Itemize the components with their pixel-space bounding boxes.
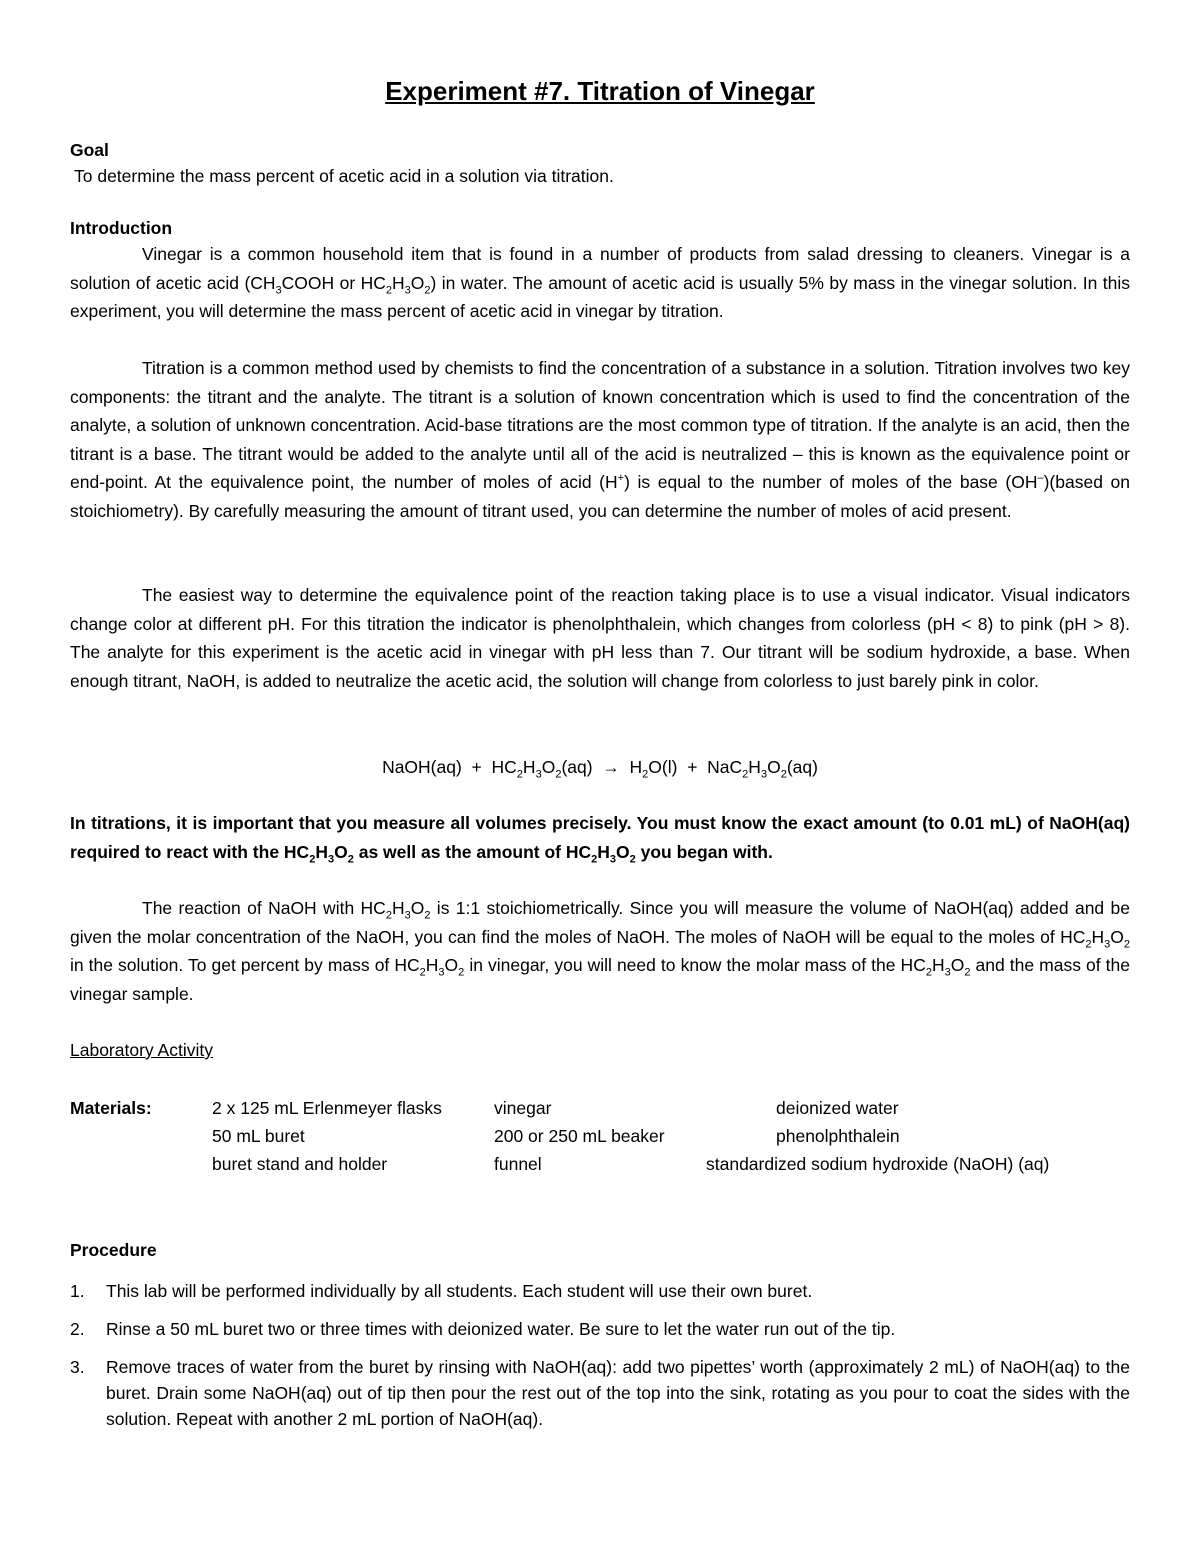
intro-paragraph-4: The reaction of NaOH with $HC_2H_3O_2$ is 1:1 stoichiometrically. Since you will measure the volume of NaOH(aq) added and be given the molar concentration of the NaOH, you can find the moles of NaOH. The moles of NaOH will be equal to the moles of $HC_2H_3O_2$ in the solution. To get percent by mass of $HC_2H_3O_2$ in vinegar, you will need to know the molar mass of the $HC_2H_3O_2$ and the mass of the vinegar sample. [70, 898, 1130, 1004]
material-item: buret stand and holder [212, 1154, 388, 1174]
material-item: 2 x 125 mL Erlenmeyer flasks [212, 1098, 442, 1118]
intro-paragraph-3: The easiest way to determine the equivalence point of the reaction taking place is to use a visual indicator. Visual indicators change color at different pH. For this titration the indicator is phenolphthalein, which changes from colorless (pH < 8) to pink (pH > 8). The analyte for this experiment is the acetic acid in vinegar with pH less than 7. Our titrant will be sodium hydroxide, a base. When enough titrant, NaOH, is added to neutralize the acetic acid, the solution will change from colorless to just barely pink in color. [70, 585, 1130, 691]
material-item: vinegar [494, 1098, 552, 1118]
material-item: deionized water [776, 1098, 899, 1118]
procedure-list [70, 1278, 1130, 1432]
arrow-icon: → [602, 757, 620, 777]
goal-text: To determine the mass percent of acetic acid in a solution via titration. [74, 166, 614, 186]
procedure-step: 3. Remove traces of water from the buret by rinsing with NaOH(aq): add two pipettes’ worth (approximately 2 mL) of NaOH(aq) to the buret. Drain some NaOH(aq) out of tip then pour the rest out of the top into the sink, rotating as you pour to coat the sides with the solution. Repeat with another 2 mL portion of NaOH(aq). [70, 1357, 1130, 1429]
procedure-step: 1. This lab will be performed individually by all students. Each student will use their own buret. [70, 1281, 813, 1301]
material-item: phenolphthalein [776, 1126, 900, 1146]
intro-paragraph-2: Titration is a common method used by chemists to find the concentration of a substance in a solution. Titration involves two key components: the titrant and the analyte. The titrant is a solution of known concentration which is used to find the concentration of the analyte, a solution of unknown concentration. Acid-base titrations are the most common type of titration. If the analyte is an acid, then the titrant is a base. The titrant would be added to the analyte until all of the acid is neutralized – this is known as the equivalence point or end-point. At the equivalence point, the number of moles of acid (H+) is equal to the number of moles of the base (OH–)(based on stoichiometry). By carefully measuring the amount of titrant used, you can determine the number of moles of acid present. [70, 358, 1130, 521]
page-title: Experiment #7. Titration of Vinegar [385, 76, 815, 106]
precision-note: In titrations, it is important that you measure all volumes precisely. You must know the exact amount (to 0.01 mL) of NaOH(aq) required to react with the $HC_2H_3O_2$ as well as the amount of $HC_2H_3O_2$ you began with. [70, 813, 1130, 865]
procedure-heading: Procedure [70, 1240, 157, 1260]
materials-label: Materials: [70, 1098, 152, 1118]
reaction-equation: NaOH(aq) + $HC_2H_3O_2(aq) \to H_2O(l) + NaC_2H_3O_2(aq)$ [382, 757, 818, 781]
material-item: standardized sodium hydroxide (NaOH) (aq) [706, 1154, 1050, 1174]
material-item: 50 mL buret [212, 1126, 305, 1146]
introduction-heading: Introduction [70, 218, 173, 238]
procedure-step: 2. Rinse a 50 mL buret two or three times with deionized water. Be sure to let the water run out of the tip. [70, 1319, 896, 1339]
lab-activity-heading: Laboratory Activity [70, 1040, 213, 1060]
material-item: funnel [494, 1154, 542, 1174]
goal-heading: Goal [70, 140, 109, 160]
intro-paragraph-1: Vinegar is a common household item that is found in a number of products from salad dressing to cleaners. Vinegar is a solution of acetic acid ($CH_3COOH$ or $HC_2H_3O_2$) in water. The amount of acetic acid is usually 5% by mass in the vinegar solution. In this experiment, you will determine the mass percent of acetic acid in vinegar by titration. [70, 244, 1131, 321]
material-item: 200 or 250 mL beaker [494, 1126, 665, 1146]
